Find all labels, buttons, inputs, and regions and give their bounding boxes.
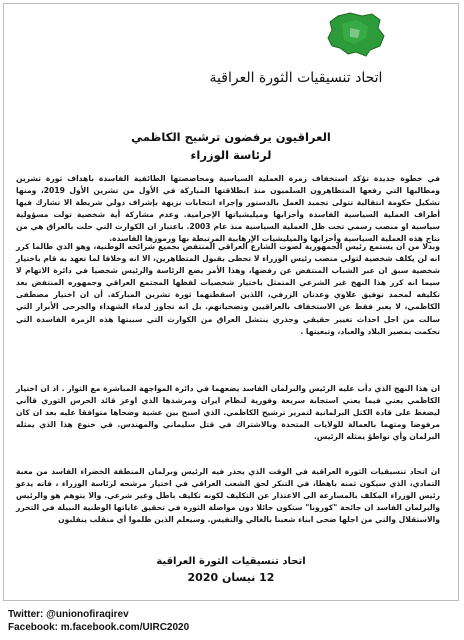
paragraph-1: في خطوة جديدة تؤكد استخفاف زمرة العملية السياسية ومحاصصتها الطائفية الفاسدة باهداف ثورة تشرين ومطالبها التي رفعها المتظاهرون السلميون منذ انطلاقتها المباركة في الأول من تشرين الأول 2019، ومنها تشكيل حكومة انتقالية تتولى تجميد العمل بالدستور وإجراء انتخابات نزيهة بإشراف دولي شريطة الا تشارك فيها أطراف العملية السياسية الفاسدة وأحزابها وميليشياتها الإجرامية. وعدم مشاركة أية شخصية تولت مسؤولية سياسية او منصب رسمي تحت ظل العملية السياسية منذ عام 2003. باعتبار ان الكوارث التي حلت بالعراق هي من نتاج هذه العملية السياسية وأحزابها والميليشيات الإرهابية المرتبطة بها ورموزها الفاسدة.	[16, 174, 440, 244]
headline-line-2: لرئاسة الوزراء	[190, 148, 272, 162]
footer-contacts	[8, 608, 189, 634]
iraq-map-logo	[320, 10, 390, 58]
headline-line-1: العراقيون يرفضون ترشيح الكاظمي	[131, 130, 331, 144]
signature-org: اتحاد تنسيقيات الثورة العراقية	[156, 556, 306, 567]
paragraph-3: ان هذا النهج الذي دأب عليه الرئيس والبرلمان الفاسد يضعهما في دائرة المواجهة المباشرة مع الثوار . اذ ان اختيار الكاظمي يعني فيما يعني استجابة سريعة وفورية لنظام ايران ومرشدها الذي اوعز قائد الحرس الثوري قاآني ليضغط على قادة الكتل البرلمانية لتمرير ترشيح الكاظمي. الذي اسبح بين عشية وضحاها متوافقا عليه بعد ان كان مرفوضا ومتهما بالعمالة للولايات المتحدة وبالاشتراك في قتل سليماني والمهندس. في خنوع هذا الذي يمثله البرلمان وأي تواطؤ يمثله الرئيس.	[16, 384, 440, 442]
signature-date: 12 نيسان 2020	[187, 571, 275, 584]
signature-block	[4, 554, 458, 586]
facebook-link: Facebook: m.facebook.com/UIRC2020	[8, 622, 190, 633]
paragraph-4: ان اتحاد تنسيقيات الثورة العراقية في الوقت الذي يحذر فيه الرئيس وبرلمان المنطقة الخضراء الفاسد من مغبة التمادي، الذي سيكون ثمنه باهظا، في التنكر لحق الشعب العراقي في اختيار مرشحه لرئاسة الوزراء ، فانه يدعو رئيس الوزراء المكلف بالمسارعة الى الاعتذار عن التكليف لكونه تكليف باطل وغير شرعي. والا يتوهم هو والرئيس والبرلمان الفاسد ان جائحة "كورونا" ستكون حائلا دون مواصلة الثورة في تحقيق غاياتها الوطنية النبيلة في التحرر والاستقلال والتي من اجلها ضحى ابناء شعبنا بالغالي والنفيس. وسيعلم الذين ظلموا أي منقلب ينقلبون	[16, 467, 440, 525]
organization-title: اتحاد تنسيقيات الثورة العراقية	[209, 70, 383, 86]
twitter-handle: Twitter: @unionofiraqirev	[8, 609, 129, 620]
headline	[4, 128, 458, 164]
document-page	[3, 3, 459, 601]
paragraph-2: وبدلا من ان يستمع رئيس الجمهورية لصوت الشارع العراقي المنتفض بجميع شرائحه الوطنية، وهو الذي طالما كرر انه لن يكلف شخصية لتولي منصب رئيس الوزراء لا تحظى بقبول المتظاهرين، الا انه وخلافا لما تعهد به قام باختيار شخصية سبق ان عبر الشباب المنتفض عن رفضها، وهذا الأمر يضع الرئاسة والرئيس شخصيا في دائرة الاتهام لا سيما انه كرر هذا النهج غير الشرعي المتمثل باختيار شخصيات لفظها المجتمع العراقي وجمهوره المنتفض بعد تكليفه لمحمد توفيق علاوي وعدنان الزرفي، اللذين اسقطتهما ثورة تشرين المباركة. أن ان اختيار مصطفى الكاظمي، لا يعبر فقط عن الاستخفاف بالعراقيين وتضحياتهم. بل انه تجاوز لدماء الشهداء والجرحى الأبرار التي سالت من اجل احداث تغيير حقيقي وجذري ينتشل العراق من الكوارث التي سببتها هذه الزمرة الفاسدة التي تحكمت بمصير البلاد والعباد، وتبعيتها .	[16, 242, 440, 336]
